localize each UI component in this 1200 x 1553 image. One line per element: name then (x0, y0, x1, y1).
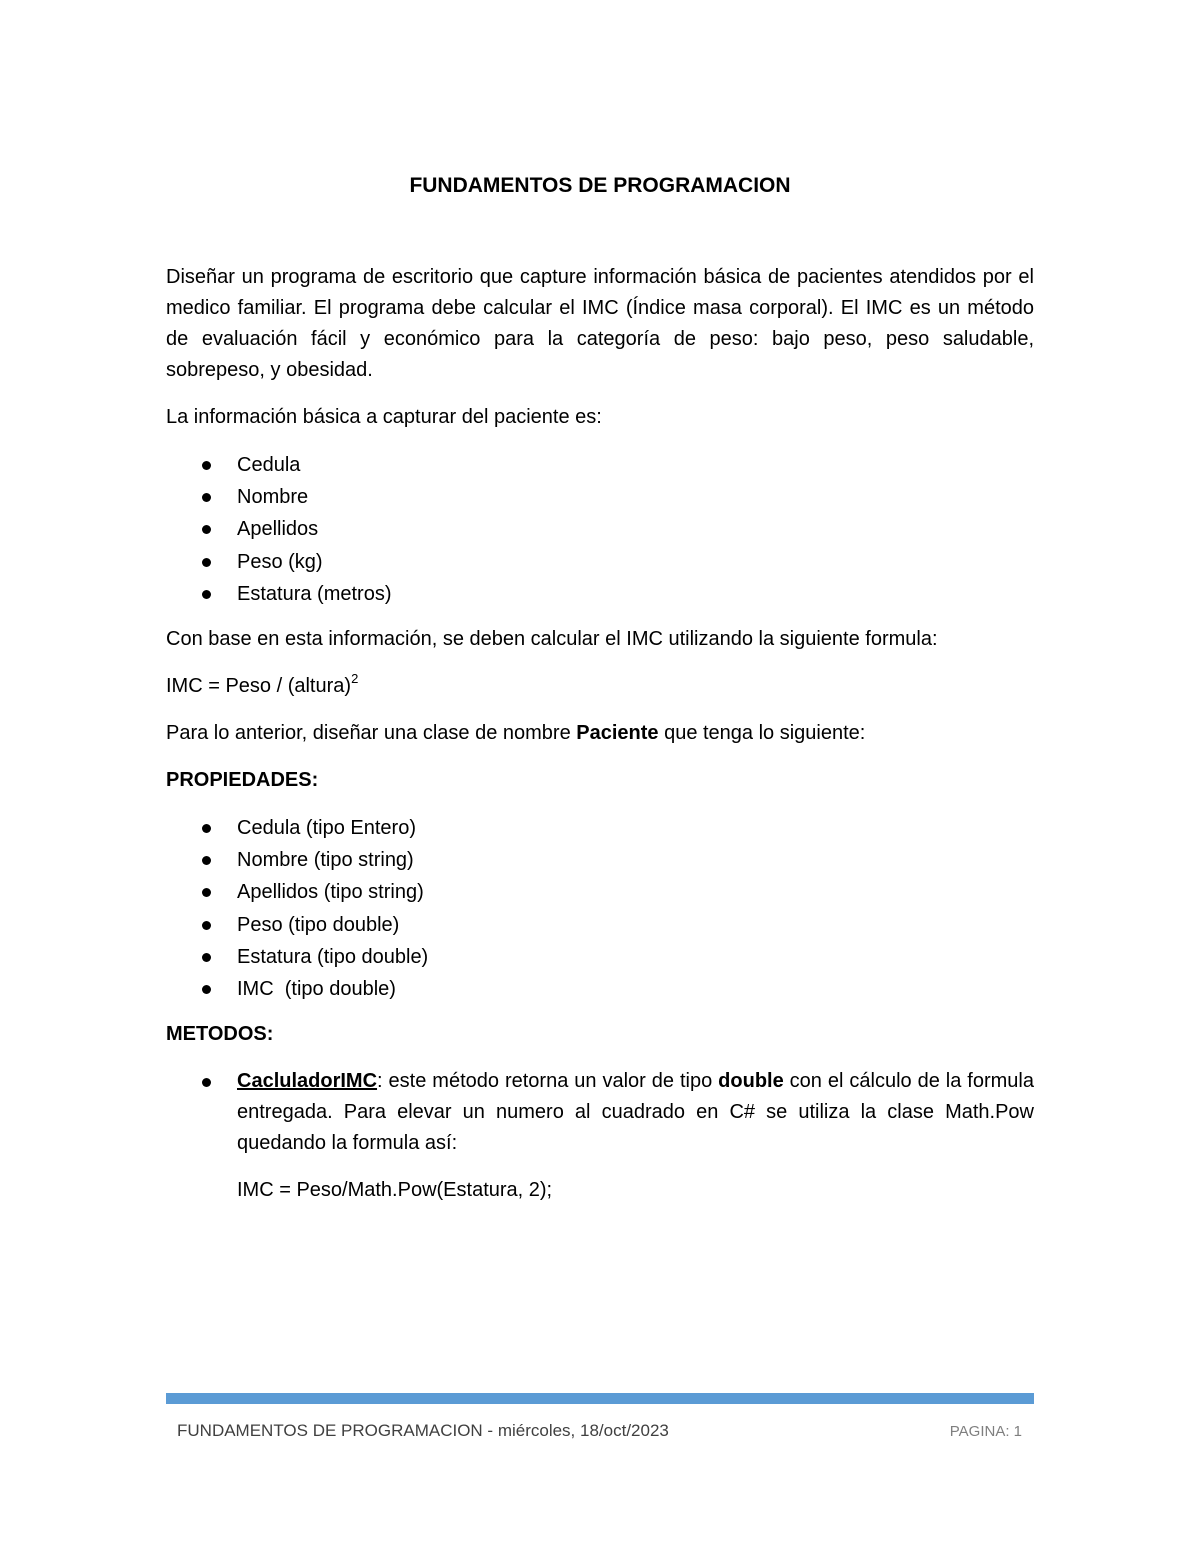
document-body (166, 172, 1034, 1206)
info-heading: La información básica a capturar del paciente es: (166, 406, 602, 428)
list-item-text: Peso (kg) (237, 550, 323, 573)
list-item-text: Cedula (237, 454, 301, 476)
bullet-icon (202, 1078, 211, 1087)
list-item-text: Estatura (metros) (237, 582, 392, 605)
list-item-text: Apellidos (tipo string) (237, 881, 424, 904)
list-item-text: Peso (tipo double) (237, 913, 400, 936)
formula (166, 671, 1034, 702)
page-title: FUNDAMENTOS DE PROGRAMACION (409, 174, 791, 197)
list-item (166, 578, 1034, 610)
list-item (166, 513, 1034, 545)
list-item (166, 973, 1034, 1005)
method-name: CacluladorIMC (237, 1070, 378, 1093)
list-item-text: Estatura (tipo double) (237, 945, 429, 968)
list-item-text: IMC (tipo double) (237, 978, 396, 1001)
bullet-icon (202, 856, 211, 865)
list-item (166, 812, 1034, 844)
footer-bar (166, 1393, 1034, 1404)
bullet-icon (202, 888, 211, 897)
formula-text: IMC = Peso / (altura) (166, 675, 352, 698)
bullet-icon (202, 493, 211, 502)
method-item (166, 1066, 1034, 1159)
intro-paragraph: Diseñar un programa de escritorio que capture información básica de pacientes atendidos por el medico familiar. El programa debe calcular el IMC (Índice masa corporal). El IMC es un método de evaluación fácil y económico para la categoría de peso: bajo peso, peso saludable, sobrepeso, y obesidad. (166, 266, 1034, 381)
class-name: Paciente (576, 722, 659, 745)
properties-list (166, 812, 1034, 1005)
footer-left-text: FUNDAMENTOS DE PROGRAMACION - miércoles, 18/oct/2023 (177, 1421, 669, 1440)
formula-exponent: 2 (351, 671, 359, 687)
bullet-icon (202, 953, 211, 962)
list-item (166, 876, 1034, 908)
list-item-text: Nombre (tipo string) (237, 849, 414, 872)
list-item (166, 844, 1034, 876)
properties-heading: PROPIEDADES: (166, 769, 319, 792)
list-item-text: Apellidos (237, 518, 319, 541)
list-item (166, 909, 1034, 941)
bullet-icon (202, 525, 211, 534)
list-item-text: Cedula (tipo Entero) (237, 817, 416, 840)
class-sentence-before: Para lo anterior, diseñar una clase de nombre (166, 722, 577, 745)
bullet-icon (202, 558, 211, 567)
list-item (166, 546, 1034, 578)
method-text-after: con el cálculo de la formula entregada. Para elevar un numero al cuadrado en C# se utiliza la clase Math.Pow quedando la formula así: (237, 1070, 1034, 1155)
bullet-icon (202, 824, 211, 833)
list-item (166, 481, 1034, 513)
bullet-icon (202, 985, 211, 994)
bullet-icon (202, 590, 211, 599)
list-item-text: Nombre (237, 486, 309, 509)
bullet-icon (202, 921, 211, 930)
info-list (166, 449, 1034, 610)
page-number: PAGINA: 1 (949, 1423, 1022, 1440)
method-description (237, 1066, 1034, 1159)
bullet-icon (202, 461, 211, 470)
method-code: IMC = Peso/Math.Pow(Estatura, 2); (237, 1179, 553, 1202)
method-text-before: : este método retorna un valor de tipo (377, 1070, 719, 1093)
class-sentence (166, 718, 1034, 749)
methods-heading: METODOS: (166, 1023, 274, 1046)
list-item (166, 449, 1034, 481)
class-sentence-after: que tenga lo siguiente: (658, 722, 866, 745)
formula-intro: Con base en esta información, se deben calcular el IMC utilizando la siguiente formula: (166, 628, 938, 651)
list-item (166, 941, 1034, 973)
method-type-word: double (718, 1070, 784, 1093)
